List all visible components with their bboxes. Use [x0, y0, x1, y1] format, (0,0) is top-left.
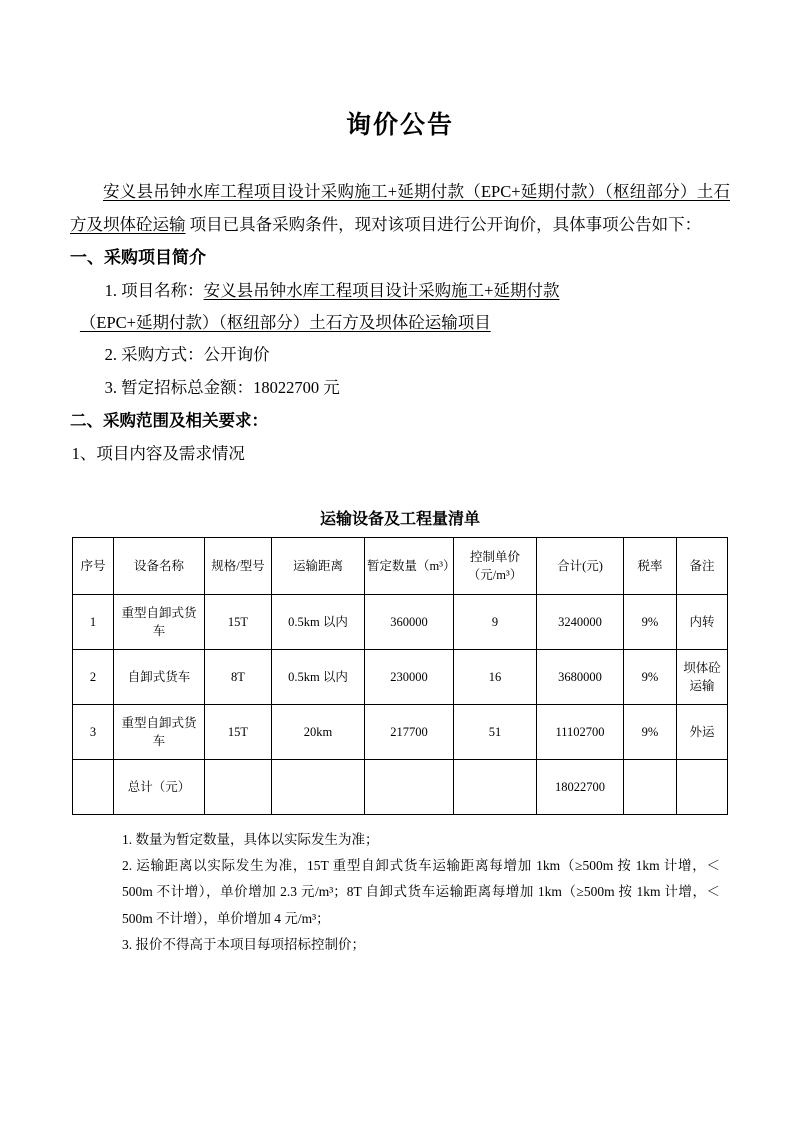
cell-total: 11102700 [537, 704, 624, 759]
cell-index: 2 [73, 649, 114, 704]
cell-distance: 0.5km 以内 [272, 594, 365, 649]
table-row [73, 649, 728, 704]
cell-model: 15T [205, 594, 272, 649]
cell-quantity: 230000 [365, 649, 454, 704]
cell-total-value: 18022700 [537, 759, 624, 814]
cell-remark: 坝体砼运输 [677, 649, 728, 704]
section-2-heading: 二、采购范围及相关要求： [70, 410, 268, 430]
cell-unit-price: 51 [454, 704, 537, 759]
cell-equipment-name: 重型自卸式货车 [114, 704, 205, 759]
table-row [73, 704, 728, 759]
intro-project-name: 安义县吊钟水库工程项目设计采购施工+延期付款（EPC+延期付款）（枢纽部分）土石方及坝体砼运输 [70, 182, 730, 234]
cell-remark: 外运 [677, 704, 728, 759]
cell-empty [677, 759, 728, 814]
cell-empty [365, 759, 454, 814]
page-title: 询价公告 [345, 112, 454, 139]
cell-distance: 0.5km 以内 [272, 649, 365, 704]
section-1-item-1-continued [70, 307, 730, 339]
cell-index: 1 [73, 594, 114, 649]
cell-unit-price: 16 [454, 649, 537, 704]
equipment-quantity-table [72, 537, 728, 815]
table-header-cell-3: 运输距离 [272, 537, 365, 594]
note-item: 3. 报价不得高于本项目每项招标控制价； [122, 936, 365, 952]
table-title: 运输设备及工程量清单 [319, 510, 480, 528]
cell-total: 3680000 [537, 649, 624, 704]
cell-empty [272, 759, 365, 814]
section-1-item-2: 2. 采购方式：公开询价 [104, 345, 270, 365]
table-header [73, 537, 728, 594]
cell-empty [73, 759, 114, 814]
note-item: 2. 运输距离以实际发生为准，15T 重型自卸式货车运输距离每增加 1km（≥500m 按 1km 计增，＜500m 不计增），单价增加 2.3 元/m³；8T 自卸式货车运输距离每增加 1km（≥500m 按 1km 计增，＜500m 不计增），单价增加 4 元/m³； [122, 858, 720, 926]
cell-tax-rate: 9% [624, 649, 677, 704]
section-1-item-1-label: 1. 项目名称： [104, 281, 204, 300]
cell-quantity: 217700 [365, 704, 454, 759]
table-total-row [73, 759, 728, 814]
section-1-item-1 [70, 275, 730, 307]
cell-equipment-name: 自卸式货车 [114, 649, 205, 704]
cell-empty [205, 759, 272, 814]
section-1-item-3: 3. 暂定招标总金额：18022700 元 [104, 377, 340, 397]
table-notes [70, 827, 730, 959]
table-header-cell-5: 控制单价（元/m³） [454, 537, 537, 594]
table-body [73, 594, 728, 814]
note-item: 1. 数量为暂定数量，具体以实际发生为准； [122, 831, 379, 847]
cell-tax-rate: 9% [624, 704, 677, 759]
cell-index: 3 [73, 704, 114, 759]
cell-unit-price: 9 [454, 594, 537, 649]
cell-remark: 内转 [677, 594, 728, 649]
cell-total: 3240000 [537, 594, 624, 649]
intro-rest-text: 项目已具备采购条件，现对该项目进行公开询价，具体事项公告如下： [185, 215, 702, 234]
cell-model: 8T [205, 649, 272, 704]
section-1-item-1-value: 安义县吊钟水库工程项目设计采购施工+延期付款 [203, 281, 560, 300]
table-header-cell-1: 设备名称 [114, 537, 205, 594]
table-header-cell-2: 规格/型号 [205, 537, 272, 594]
table-header-cell-7: 税率 [624, 537, 677, 594]
section-1-item-1-value-2: （EPC+延期付款）（枢纽部分）土石方及坝体砼运输项目 [79, 313, 491, 333]
section-1-heading: 一、采购项目简介 [70, 248, 206, 267]
cell-tax-rate: 9% [624, 594, 677, 649]
table-row [73, 594, 728, 649]
cell-empty [454, 759, 537, 814]
table-header-cell-0: 序号 [73, 537, 114, 594]
table-header-cell-8: 备注 [677, 537, 728, 594]
intro-paragraph [70, 175, 730, 241]
section-2-sub-1: 1、项目内容及需求情况 [71, 443, 245, 463]
cell-empty [624, 759, 677, 814]
cell-equipment-name: 重型自卸式货车 [114, 594, 205, 649]
cell-quantity: 360000 [365, 594, 454, 649]
cell-model: 15T [205, 704, 272, 759]
table-header-row [73, 537, 728, 594]
table-header-cell-6: 合计(元) [537, 537, 624, 594]
cell-distance: 20km [272, 704, 365, 759]
table-header-cell-4: 暂定数量（m³） [365, 537, 454, 594]
cell-total-label: 总计（元） [114, 759, 205, 814]
